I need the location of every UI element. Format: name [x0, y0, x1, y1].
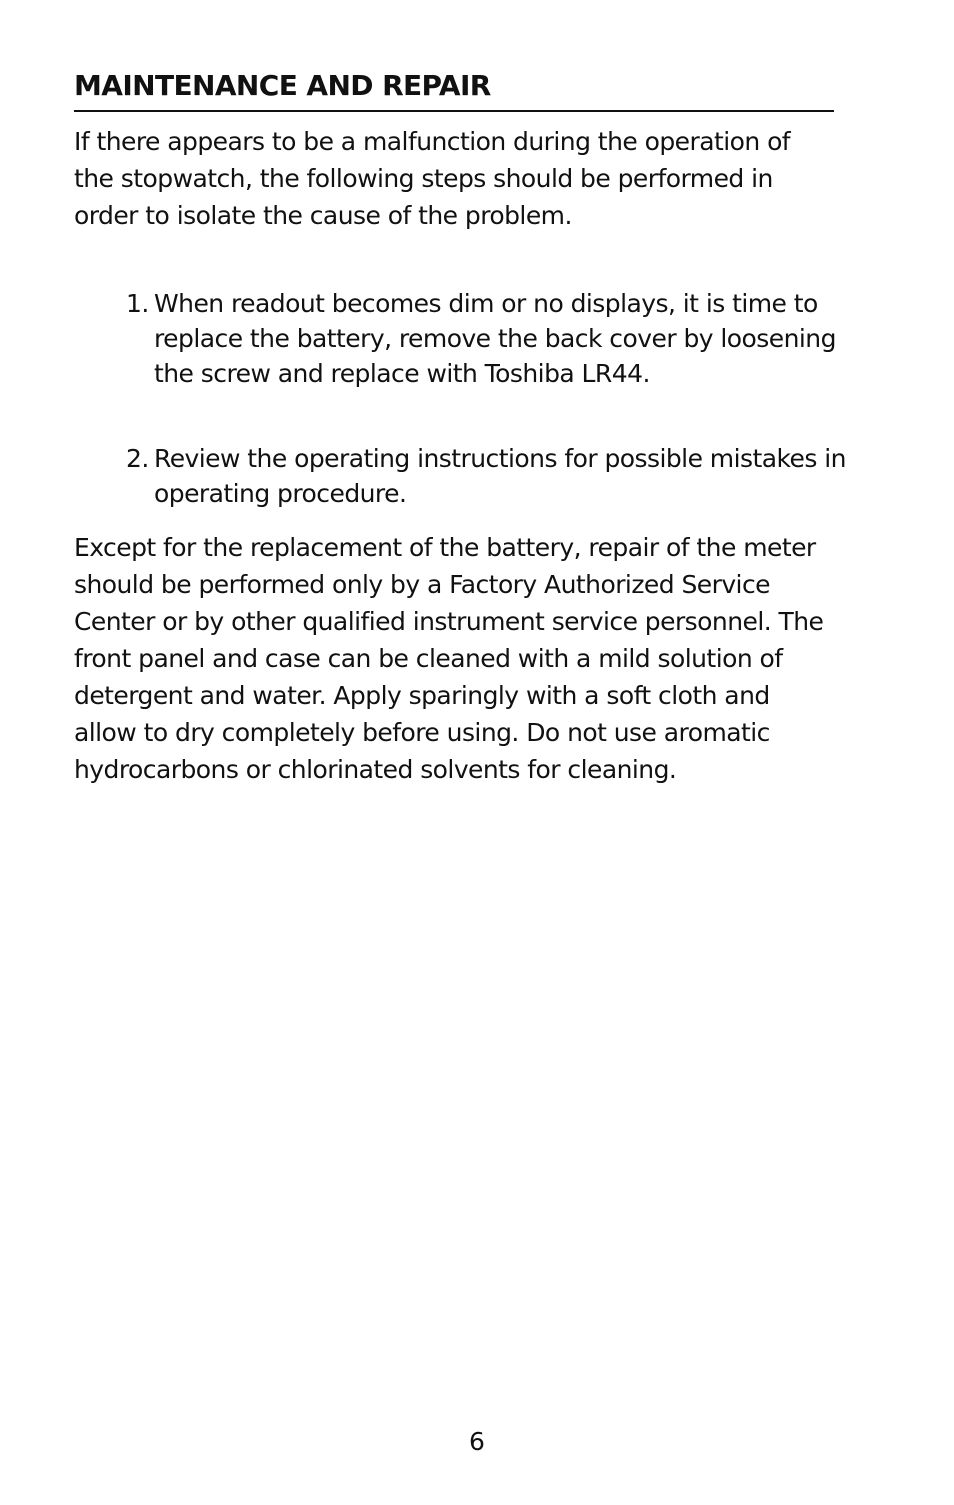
step-text: When readout becomes dim or no displays, it is time to replace the battery, remove the back cover by loosening the screw and replace with Toshiba LR44.	[154, 289, 836, 388]
page-number: 6	[469, 1427, 485, 1456]
step-text: Review the operating instructions for possible mistakes in operating procedure.	[154, 444, 846, 508]
step-number: 2.	[126, 444, 149, 473]
step-item-2	[126, 441, 862, 511]
step-number: 1.	[126, 289, 149, 318]
intro-paragraph: If there appears to be a malfunction during the operation of the stopwatch, the following steps should be performed in order to isolate the cause of the problem.	[74, 127, 791, 230]
step-item-1	[126, 286, 862, 391]
section-heading: MAINTENANCE AND REPAIR	[74, 66, 834, 112]
closing-paragraph: Except for the replacement of the battery, repair of the meter should be performed only by a Factory Authorized Service Center or by other qualified instrument service personnel. The front panel and case can be cleaned with a mild solution of detergent and water. Apply sparingly with a soft cloth and allow to dry completely before using. Do not use aromatic hydrocarbons or chlorinated solvents for cleaning.	[74, 533, 824, 784]
